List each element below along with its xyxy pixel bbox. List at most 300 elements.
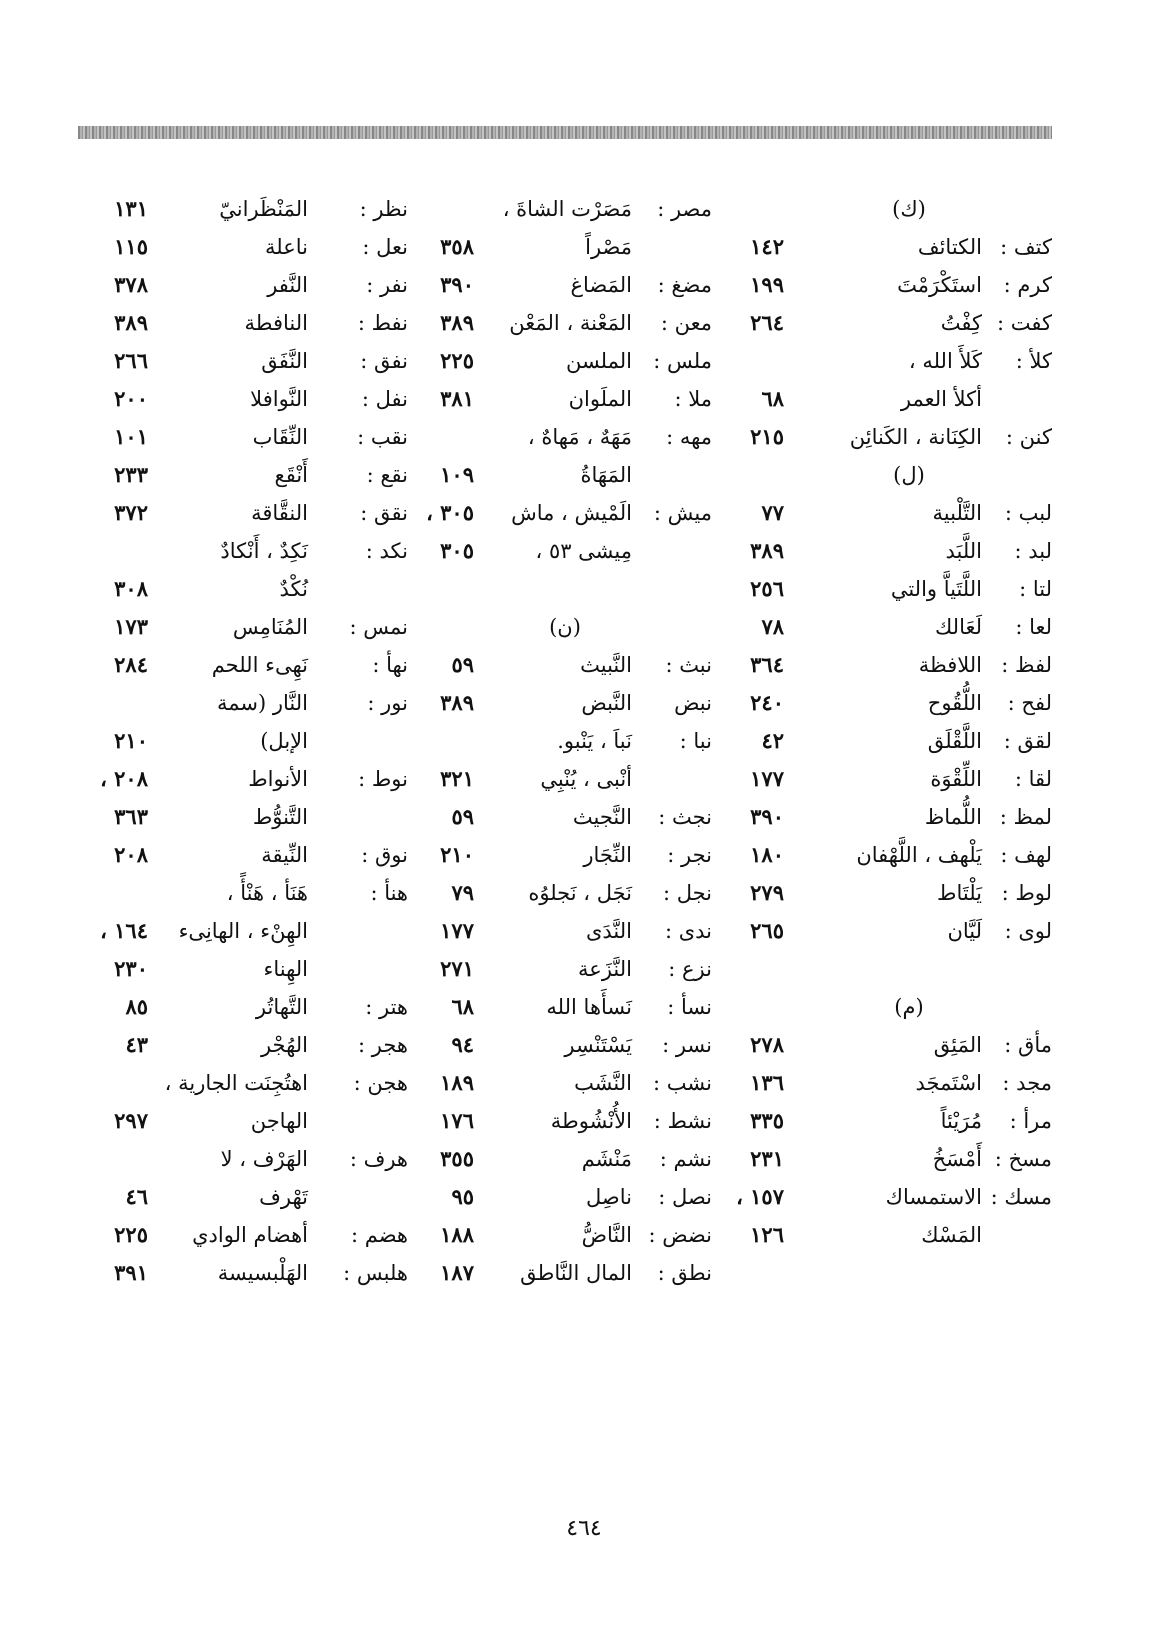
index-entry xyxy=(96,570,408,608)
index-entry xyxy=(96,1026,408,1064)
entry-word: اللَّقْلَق xyxy=(927,729,982,753)
page-ref: ١٠١ xyxy=(114,424,148,449)
index-entry xyxy=(96,988,408,1026)
root-key: هرف : xyxy=(349,1147,408,1171)
index-entry xyxy=(726,342,1052,380)
index-entry xyxy=(726,798,1052,836)
entry-word: النَّبيث xyxy=(580,653,632,677)
root-key: نوط : xyxy=(358,767,408,791)
page-ref: ١٣٦ xyxy=(750,1070,784,1095)
index-entry xyxy=(96,190,408,228)
root-key: نبث : xyxy=(665,653,712,677)
entry-word: لَعَالك xyxy=(934,615,982,639)
page-ref: ٢٦٥ xyxy=(750,918,784,943)
page-ref: ٣٨٩ xyxy=(750,538,784,563)
root-key: نهأ : xyxy=(372,653,408,677)
index-entry xyxy=(418,1178,712,1216)
root-key: لعا : xyxy=(1015,615,1052,639)
page-ref: ٢١٠ xyxy=(440,842,474,867)
index-entry xyxy=(96,950,408,988)
root-key: نور : xyxy=(367,691,408,715)
index-entry xyxy=(418,494,712,532)
entry-word: النَّفر xyxy=(267,273,308,297)
root-key: كنن : xyxy=(1005,425,1052,449)
root-key: لوى : xyxy=(1004,919,1052,943)
entry-word: المَسْك xyxy=(921,1223,982,1247)
page-ref: ٢٠٨ ، xyxy=(100,766,148,791)
entry-word: نَباَ ، يَنْبو. xyxy=(557,729,632,753)
page-ref: ٦٨ xyxy=(451,994,474,1019)
root-key: نوق : xyxy=(361,843,408,867)
entry-word: اللافظة xyxy=(918,653,982,677)
entry-word: النِّجَار xyxy=(583,843,632,867)
section-heading xyxy=(726,190,1052,228)
entry-word: الإبل) xyxy=(260,729,308,753)
page-ref: ٣٨٩ xyxy=(440,310,474,335)
page-ref: ٣٨٩ xyxy=(440,690,474,715)
section-heading-label: (ن) xyxy=(549,615,581,639)
page-ref: ٢٧١ xyxy=(440,956,474,981)
entry-word: أَنْقَع xyxy=(274,463,308,487)
page-ref: ٣٩٠ xyxy=(440,272,474,297)
root-key: لفظ : xyxy=(1001,653,1052,677)
page-number: ٤٦٤ xyxy=(566,1516,602,1541)
root-key: نقب : xyxy=(357,425,408,449)
root-key: مجد : xyxy=(1002,1071,1052,1095)
entry-word: الملسن xyxy=(565,349,632,373)
page-ref: ٢٠٨ xyxy=(114,842,148,867)
index-entry xyxy=(726,874,1052,912)
index-entry xyxy=(418,190,712,228)
index-column-left xyxy=(96,190,408,1292)
page-ref: ٢٩٧ xyxy=(114,1108,148,1133)
entry-word: النِّقَاب xyxy=(252,425,308,449)
index-entry xyxy=(418,988,712,1026)
entry-word: نَجَل ، نَجلوُه xyxy=(528,881,632,905)
index-entry xyxy=(96,836,408,874)
entry-word: التَّهاتُر xyxy=(255,995,308,1019)
entry-word: ناصِل xyxy=(586,1185,632,1209)
entry-word: أَمْسَخُ xyxy=(932,1147,982,1171)
page-ref: ٣٥٨ xyxy=(440,234,474,259)
entry-word: استَكْرَمْتَ xyxy=(897,273,982,297)
index-entry xyxy=(418,646,712,684)
root-key: مسخ : xyxy=(994,1147,1052,1171)
root-key: هجن : xyxy=(353,1071,408,1095)
root-key: هنأ : xyxy=(370,881,408,905)
page-ref: ٣٢١ xyxy=(440,766,474,791)
root-key: مصر : xyxy=(657,197,712,221)
section-heading-label: (ل) xyxy=(893,463,925,487)
entry-word: النَّاضُّ xyxy=(581,1223,632,1247)
entry-word: نُكْدٌ xyxy=(279,577,308,601)
entry-word: مَهَهٌ ، مَهاهٌ ، xyxy=(527,425,632,449)
page-ref: ٧٨ xyxy=(761,614,784,639)
section-heading-label: (م) xyxy=(894,995,924,1019)
root-key: نظر : xyxy=(359,197,408,221)
page-ref: ٢٣١ xyxy=(750,1146,784,1171)
entry-word: النَّدَى xyxy=(585,919,632,943)
index-entry xyxy=(418,380,712,418)
index-entry xyxy=(418,304,712,342)
page-ref: ١٨٧ xyxy=(440,1260,474,1285)
entry-word: يَلْتَاط xyxy=(937,881,982,905)
index-entry xyxy=(726,494,1052,532)
index-entry xyxy=(418,912,712,950)
index-entry xyxy=(418,684,712,722)
entry-word: كِفْتُ xyxy=(940,311,982,335)
root-key: مضغ : xyxy=(657,273,712,297)
index-entry xyxy=(96,304,408,342)
page-ref: ٣٧٢ xyxy=(114,500,148,525)
entry-word: الهَرْف ، لا xyxy=(220,1147,308,1171)
page-ref: ٣٩١ xyxy=(114,1260,148,1285)
entry-word: المَهَاةُ xyxy=(580,463,632,487)
root-key: نفق : xyxy=(360,349,408,373)
entry-word: مَنْشَم xyxy=(581,1147,632,1171)
entry-word: التَّنوُّط xyxy=(252,805,308,829)
section-heading-label: (ك) xyxy=(892,197,926,221)
index-entry xyxy=(418,874,712,912)
entry-word: الهاجن xyxy=(250,1109,308,1133)
index-entry xyxy=(726,684,1052,722)
entry-word: اللَّبَد xyxy=(945,539,982,563)
entry-word: ناعلة xyxy=(265,235,308,259)
root-key: ندى : xyxy=(664,919,712,943)
index-entry xyxy=(418,798,712,836)
root-key: لبب : xyxy=(1004,501,1052,525)
entry-word: تَهْرف xyxy=(259,1185,308,1209)
page-ref: ١٠٩ xyxy=(440,462,474,487)
index-entry xyxy=(96,760,408,798)
page-ref: ١٣١ xyxy=(114,196,148,221)
root-key: نمس : xyxy=(349,615,408,639)
page-ref: ٢٢٥ xyxy=(114,1222,148,1247)
root-key: نجل : xyxy=(662,881,712,905)
entry-word: اللَّتَياَّ والتي xyxy=(890,577,982,601)
index-entry xyxy=(726,304,1052,342)
root-key: نجث : xyxy=(658,805,712,829)
page-ref: ٢٣٣ xyxy=(114,462,148,487)
root-key: لقق : xyxy=(1003,729,1052,753)
page-ref: ١٨٩ xyxy=(440,1070,474,1095)
page-ref: ١٨٨ xyxy=(440,1222,474,1247)
entry-word: يَسْتَنْسِر xyxy=(564,1033,632,1057)
root-key: ملس : xyxy=(653,349,712,373)
index-entry xyxy=(96,494,408,532)
entry-word: اهتُجِنَت الجارية ، xyxy=(164,1071,308,1095)
root-key: نفل : xyxy=(361,387,408,411)
entry-word: النَّفَق xyxy=(261,349,308,373)
entry-word: المَئِق xyxy=(933,1033,982,1057)
index-entry xyxy=(418,1140,712,1178)
root-key: نضض : xyxy=(648,1223,712,1247)
section-heading xyxy=(418,570,712,608)
index-entry xyxy=(726,1102,1052,1140)
page-ref: ٢٥٦ xyxy=(750,576,784,601)
index-entry xyxy=(96,722,408,760)
index-entry xyxy=(726,1216,1052,1254)
entry-word: اللِّقْوَة xyxy=(930,767,982,791)
section-heading xyxy=(726,988,1052,1026)
page-ref: ١٤٢ xyxy=(750,234,784,259)
page-ref: ٤٣ xyxy=(125,1032,148,1057)
index-entry xyxy=(726,912,1052,950)
index-entry xyxy=(726,570,1052,608)
index-entry xyxy=(418,1254,712,1292)
root-key: كفت : xyxy=(997,311,1052,335)
entry-word: النافطة xyxy=(244,311,308,335)
entry-word: النِّيقة xyxy=(261,843,308,867)
root-key: نبا : xyxy=(679,729,712,753)
page-ref: ١٧٣ xyxy=(114,614,148,639)
index-entry xyxy=(726,836,1052,874)
index-entry xyxy=(418,1064,712,1102)
entry-word: مَصَرْت الشاةَ ، xyxy=(502,197,632,221)
entry-word: الهِناء xyxy=(263,957,308,981)
index-entry xyxy=(96,798,408,836)
entry-word: مُرَيْئاً xyxy=(940,1109,982,1133)
root-key: نبض xyxy=(674,691,712,715)
index-entry xyxy=(418,760,712,798)
page-ref: ٩٤ xyxy=(451,1032,474,1057)
index-entry xyxy=(96,874,408,912)
page-ref: ١٧٦ xyxy=(440,1108,474,1133)
index-entry xyxy=(96,608,408,646)
entry-word: اللُّماظ xyxy=(924,805,982,829)
index-entry xyxy=(96,266,408,304)
entry-word: الأنواط xyxy=(248,767,308,791)
index-entry xyxy=(418,1216,712,1254)
index-entry xyxy=(96,912,408,950)
entry-word: لَيَّان xyxy=(947,919,982,943)
entry-word: الهِنْء ، الهانِىء xyxy=(178,919,308,943)
section-heading xyxy=(726,950,1052,988)
index-entry xyxy=(418,1026,712,1064)
index-entry xyxy=(96,380,408,418)
root-key: كتف : xyxy=(1000,235,1052,259)
index-entry xyxy=(96,532,408,570)
page-ref: ٧٧ xyxy=(761,500,784,525)
root-key: نفر : xyxy=(366,273,408,297)
root-key: هضم : xyxy=(350,1223,408,1247)
page-ref: ٨٥ xyxy=(125,994,148,1019)
index-entry xyxy=(418,950,712,988)
index-entry xyxy=(96,684,408,722)
page-ref: ٤٢ xyxy=(761,728,784,753)
index-entry xyxy=(418,266,712,304)
page-ref: ٢١٥ xyxy=(750,424,784,449)
root-key: نفط : xyxy=(357,311,408,335)
index-entry xyxy=(96,1140,408,1178)
root-key: لتا : xyxy=(1019,577,1052,601)
index-entry xyxy=(418,342,712,380)
entry-word: النَّجيث xyxy=(572,805,632,829)
root-key: نسأ : xyxy=(667,995,712,1019)
header-rule xyxy=(78,126,1052,139)
index-entry xyxy=(418,228,712,266)
root-key: نقع : xyxy=(366,463,408,487)
entry-word: أهضام الوادي xyxy=(192,1223,308,1247)
index-entry xyxy=(726,266,1052,304)
page-ref: ٢٨٤ xyxy=(114,652,148,677)
entry-word: النَّزَعة xyxy=(578,957,632,981)
entry-word: النَّار (سمة xyxy=(217,691,308,715)
page-ref: ٣٩٠ xyxy=(750,804,784,829)
root-key: نصل : xyxy=(658,1185,712,1209)
page-ref: ١٧٧ xyxy=(440,918,474,943)
root-key: نجر : xyxy=(667,843,712,867)
section-heading xyxy=(418,608,712,646)
entry-word: الأُنْشُوطة xyxy=(550,1109,632,1133)
index-entry xyxy=(96,1178,408,1216)
page-ref: ٢٧٩ xyxy=(750,880,784,905)
page-ref: ٢١٠ xyxy=(114,728,148,753)
page-ref: ٦٨ xyxy=(761,386,784,411)
root-key: نقق : xyxy=(360,501,408,525)
entry-word: التَّلْبية xyxy=(932,501,982,525)
page-ref: ١١٥ xyxy=(114,234,148,259)
page-ref: ٣٨١ xyxy=(440,386,474,411)
page-ref: ١٢٦ xyxy=(750,1222,784,1247)
page-ref: ١٦٤ ، xyxy=(100,918,148,943)
root-key: هتر : xyxy=(365,995,408,1019)
root-key: نعل : xyxy=(362,235,408,259)
page-ref: ١٩٩ xyxy=(750,272,784,297)
entry-word: النَّشَب xyxy=(574,1071,632,1095)
page-ref: ٣٦٣ xyxy=(114,804,148,829)
page-ref: ١٧٧ xyxy=(750,766,784,791)
page-ref: ٥٩ xyxy=(451,652,474,677)
entry-word: نَكِدٌ ، أَنْكادٌ xyxy=(220,539,308,563)
page-ref: ٣٧٨ xyxy=(114,272,148,297)
root-key: ميش : xyxy=(653,501,712,525)
index-column-middle xyxy=(418,190,712,1292)
root-key: ملا : xyxy=(674,387,712,411)
entry-word: أكلأ العمر xyxy=(900,387,982,411)
page-ref: ٢٧٨ xyxy=(750,1032,784,1057)
entry-word: النَّوافلا xyxy=(250,387,308,411)
index-entry xyxy=(726,1178,1052,1216)
index-entry xyxy=(726,418,1052,456)
root-key: مأق : xyxy=(1004,1033,1052,1057)
root-key: نشب : xyxy=(653,1071,712,1095)
entry-word: هَنَأ ، هَنْأً ، xyxy=(226,881,308,905)
index-entry xyxy=(726,1064,1052,1102)
root-key: نشط : xyxy=(653,1109,712,1133)
entry-word: يَلْهف ، اللَّهْفان xyxy=(856,843,982,867)
index-entry xyxy=(418,456,712,494)
index-entry xyxy=(726,646,1052,684)
root-key: لفح : xyxy=(1007,691,1052,715)
root-key: هجر : xyxy=(358,1033,408,1057)
entry-word: المَضاغ xyxy=(570,273,632,297)
entry-word: الملَوان xyxy=(568,387,632,411)
index-entry xyxy=(418,532,712,570)
index-entry xyxy=(96,1064,408,1102)
entry-word: مَصْراً xyxy=(585,235,632,259)
index-entry xyxy=(726,1140,1052,1178)
entry-word: الهَلْبسيسة xyxy=(217,1261,308,1285)
root-key: نكد : xyxy=(365,539,408,563)
entry-word: المَعْنة ، المَعْن xyxy=(509,311,632,335)
page-ref: ٢٢٥ xyxy=(440,348,474,373)
root-key: كرم : xyxy=(1003,273,1052,297)
root-key: نشم : xyxy=(659,1147,712,1171)
section-heading xyxy=(726,456,1052,494)
index-entry xyxy=(726,722,1052,760)
entry-word: نَهِىء اللحم xyxy=(211,653,308,677)
entry-word: النَّبض xyxy=(581,691,632,715)
index-entry xyxy=(418,1102,712,1140)
page-ref: ٣٠٥ xyxy=(440,538,474,563)
index-entry xyxy=(726,1026,1052,1064)
index-entry xyxy=(96,1216,408,1254)
page-ref: ٣٥٥ xyxy=(440,1146,474,1171)
root-key: نسر : xyxy=(662,1033,712,1057)
index-entry xyxy=(96,228,408,266)
page-ref: ٣٠٥ ، xyxy=(426,500,474,525)
entry-word: المَنْظَرانيّ xyxy=(219,197,308,221)
entry-word: الَمْيش ، ماش xyxy=(511,501,632,525)
index-entry xyxy=(726,760,1052,798)
index-entry xyxy=(96,418,408,456)
page-ref: ٣٦٤ xyxy=(750,652,784,677)
entry-word: الكتائف xyxy=(917,235,982,259)
root-key: لمظ : xyxy=(999,805,1052,829)
entry-word: أنْبى ، يُنْبِي xyxy=(540,767,632,791)
index-entry xyxy=(96,1102,408,1140)
root-key: لهف : xyxy=(1000,843,1052,867)
page-ref: ٧٩ xyxy=(451,880,474,905)
page-ref: ٢٤٠ xyxy=(750,690,784,715)
root-key: لقا : xyxy=(1014,767,1052,791)
entry-word: اللُّقُوح xyxy=(927,691,982,715)
page-ref: ٣٠٨ xyxy=(114,576,148,601)
index-entry xyxy=(96,1254,408,1292)
entry-word: النقَّاقة xyxy=(251,501,308,525)
entry-word: اسْتَمجَد xyxy=(915,1071,982,1095)
page-ref: ١٥٧ ، xyxy=(736,1184,784,1209)
page-ref: ٢٠٠ xyxy=(114,386,148,411)
page-ref: ٢٣٠ xyxy=(114,956,148,981)
root-key: معن : xyxy=(660,311,712,335)
root-key: لوط : xyxy=(1001,881,1052,905)
root-key: لبد : xyxy=(1014,539,1052,563)
index-entry xyxy=(418,836,712,874)
index-entry xyxy=(726,608,1052,646)
index-entry xyxy=(418,722,712,760)
entry-word: المال النَّاطق xyxy=(520,1261,632,1285)
root-key: كلأ : xyxy=(1015,349,1052,373)
index-entry xyxy=(418,418,712,456)
page-ref: ٢٦٦ xyxy=(114,348,148,373)
page-ref: ٣٨٩ xyxy=(114,310,148,335)
index-entry xyxy=(726,380,1052,418)
root-key: نطق : xyxy=(657,1261,712,1285)
page-ref: ٤٦ xyxy=(125,1184,148,1209)
entry-word: نَسأَها الله xyxy=(546,995,632,1019)
index-entry xyxy=(96,646,408,684)
root-key: مرأ : xyxy=(1009,1109,1052,1133)
index-entry xyxy=(96,342,408,380)
index-column-right xyxy=(726,190,1052,1254)
root-key: مهه : xyxy=(666,425,712,449)
entry-word: كَلأَ الله ، xyxy=(908,349,982,373)
entry-word: الاستمساك xyxy=(885,1185,982,1209)
page-ref: ٢٦٤ xyxy=(750,310,784,335)
index-entry xyxy=(726,228,1052,266)
